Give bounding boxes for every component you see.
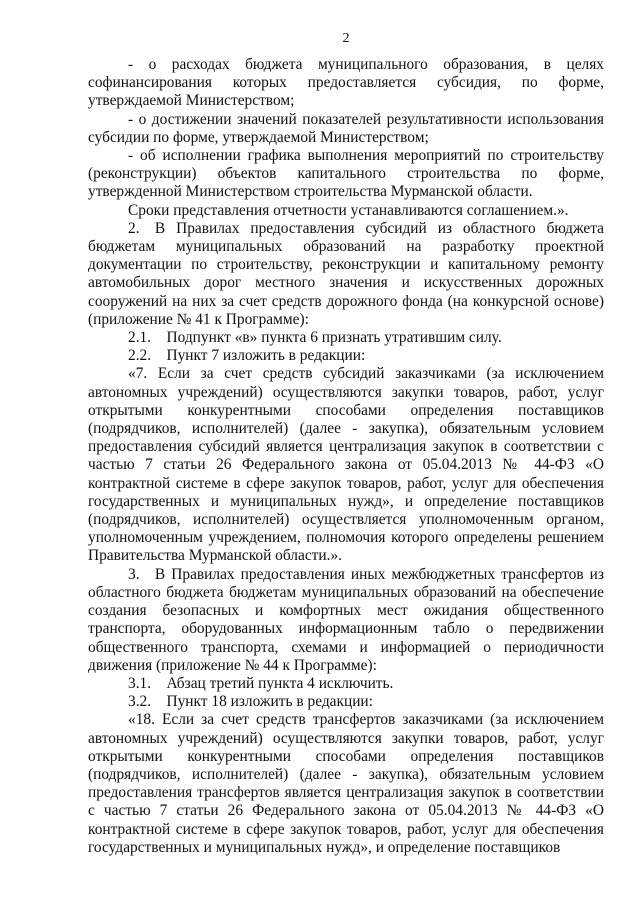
paragraph-clause-18: «18. Если за счет средств трансфертов заказчиками (за исключением автономных учреждений) осуществляются закупки товаров, работ, услуг открытыми конкурентными способами определения поставщиков (подрядчиков, исполнителей) (далее - закупка), обязательным условием предоставления трансфертов является централизация закупок в соответствии с частью 7 статьи 26 Федерального закона от 05.04.2013 № 44-ФЗ «О контрактной системе в сфере закупок товаров, работ, услуг для обеспечения государственных и муниципальных нужд», и определение поставщиков [88,711,604,856]
paragraph-item-3-2: 3.2. Пункт 18 изложить в редакции: [128,693,373,711]
paragraph-clause-7: «7. Если за счет средств субсидий заказчиками (за исключением автономных учреждений) осуществляются закупки товаров, работ, услуг открытыми конкурентными способами определения поставщиков (подрядчиков, исполнителей) (далее - закупка), обязательным условием предоставления субсидий является централизация закупок в соответствии с частью 7 статьи 26 Федерального закона от 05.04.2013 № 44-ФЗ «О контрактной системе в сфере закупок товаров, работ, услуг для обеспечения государственных и муниципальных нужд», и определение поставщиков (подрядчиков, исполнителей) осуществляется уполномоченным органом, уполномоченным учреждением, полномочия которого определены решением Правительства Мурманской области.». [88,365,604,565]
paragraph-item-3: 3. В Правилах предоставления иных межбюджетных трансфертов из областного бюджета бюджетам муниципальных образований на обеспечение создания безопасных и комфортных мест ожидания общественного транспорта, оборудованных информационным табло о передвижении общественного транспорта, схемами и информацией о периодичности движения (приложение № 44 к Программе): [88,565,604,674]
paragraph-item-2-1: 2.1. Подпункт «в» пункта 6 признать утратившим силу. [128,329,502,347]
paragraph-report-expenses: - о расходах бюджета муниципального образования, в целях софинансирования которых предоставляется субсидия, по форме, утверждаемой Министерством; [88,56,604,110]
paragraph-item-2-2: 2.2. Пункт 7 изложить в редакции: [128,347,366,365]
paragraph-item-2: 2. В Правилах предоставления субсидий из областного бюджета бюджетам муниципальных образований на разработку проектной документации по строительству, реконструкции и капитальному ремонту автомобильных дорог местного значения и искусственных дорожных сооружений на них за счет средств дорожного фонда (на конкурсной основе) (приложение № 41 к Программе): [88,219,604,328]
paragraph-report-schedule: - об исполнении графика выполнения мероприятий по строительству (реконструкции) объектов капитального строительства по форме, утвержденной Министерством строительства Мурманской области. [88,147,604,201]
paragraph-report-indicators: - о достижении значений показателей результативности использования субсидии по форме, утверждаемой Министерством; [88,110,604,146]
paragraph-report-deadlines: Сроки представления отчетности устанавливаются соглашением.». [128,201,569,219]
page-number: 2 [342,31,350,46]
paragraph-item-3-1: 3.1. Абзац третий пункта 4 исключить. [128,674,394,692]
